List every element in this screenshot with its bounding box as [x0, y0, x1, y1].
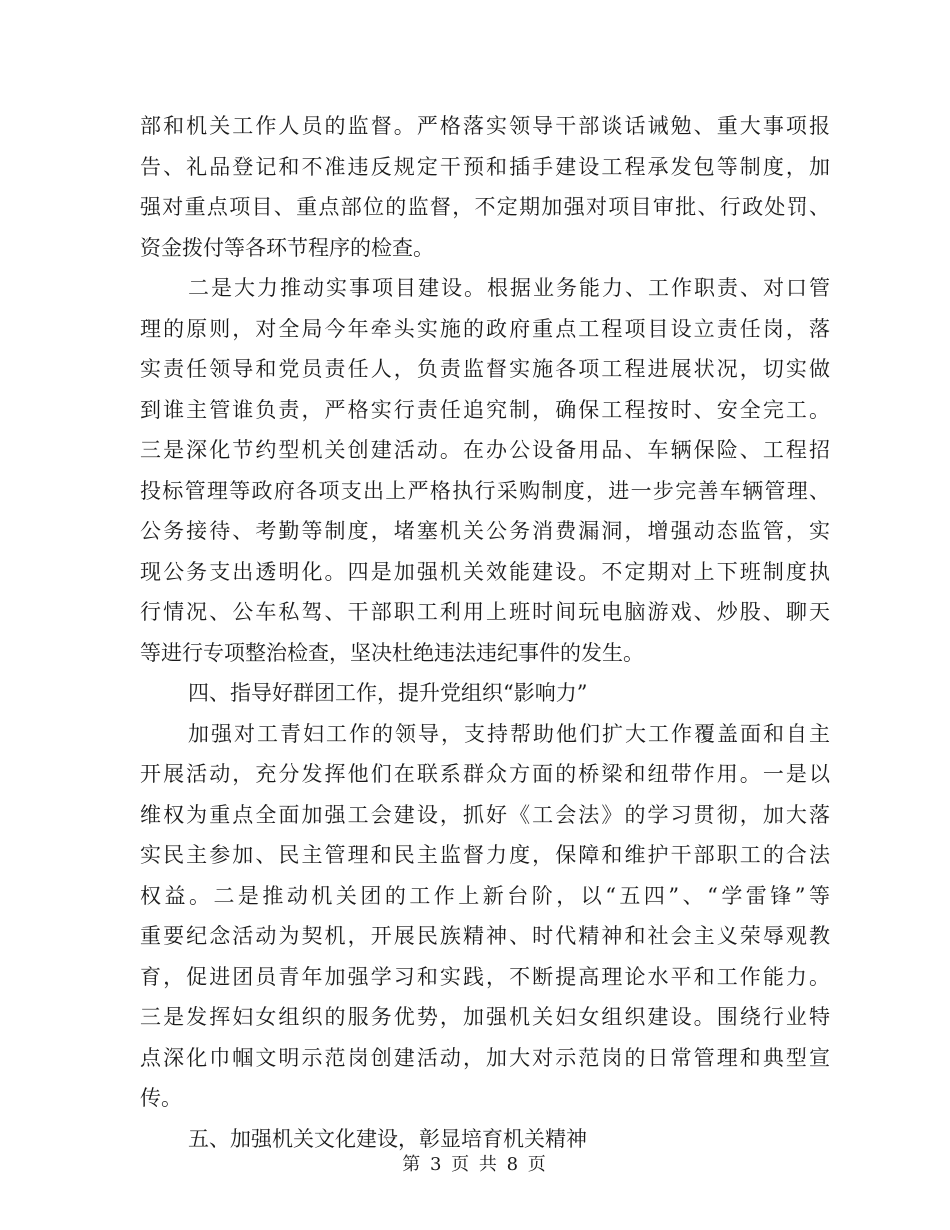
text-line: 理的原则，对全局今年牵头实施的政府重点工程项目设立责任岗，落 [140, 316, 830, 341]
text-line: 三是发挥妇女组织的服务优势，加强机关妇女组织建设。围绕行业特 [140, 1005, 830, 1029]
text-line: 到谁主管谁负责，严格实行责任追究制，确保工程按时、安全完工。 [140, 397, 830, 422]
text-line: 投标管理等政府各项支出上严格执行采购制度，进一步完善车辆管理、 [140, 478, 830, 503]
text-line: 告、礼品登记和不准违反规定干预和插手建设工程承发包等制度，加 [140, 154, 830, 179]
text-line: 传。 [140, 1086, 182, 1110]
text-line: 开展活动，充分发挥他们在联系群众方面的桥梁和纽带作用。一是以 [140, 762, 830, 786]
document-body [140, 106, 830, 1159]
text-line: 权益。二是推动机关团的工作上新台阶，以“五四”、“学雷锋”等 [140, 883, 830, 908]
text-line: 加强对工青妇工作的领导，支持帮助他们扩大工作覆盖面和自主 [188, 721, 830, 746]
text-line: 五、加强机关文化建设，彰显培育机关精神 [188, 1126, 587, 1151]
text-line: 点深化巾帼文明示范岗创建活动，加大对示范岗的日常管理和典型宣 [140, 1045, 830, 1070]
text-line: 等进行专项整治检查，坚决杜绝违法违纪事件的发生。 [140, 640, 644, 665]
text-line: 二是大力推动实事项目建设。根据业务能力、工作职责、对口管 [188, 276, 830, 300]
text-line: 现公务支出透明化。四是加强机关效能建设。不定期对上下班制度执 [140, 559, 830, 584]
text-line: 实民主参加、民主管理和民主监督力度，保障和维护干部职工的合法 [140, 843, 830, 867]
text-line: 公务接待、考勤等制度，堵塞机关公务消费漏洞，增强动态监管，实 [140, 519, 830, 543]
text-line: 三是深化节约型机关创建活动。在办公设备用品、车辆保险、工程招 [140, 438, 830, 462]
text-line: 维权为重点全面加强工会建设，抓好《工会法》的学习贯彻，加大落 [140, 802, 830, 827]
text-line: 育，促进团员青年加强学习和实践，不断提高理论水平和工作能力。 [140, 964, 830, 989]
text-line: 资金拨付等各环节程序的检查。 [140, 235, 434, 260]
text-line: 重要纪念活动为契机，开展民族精神、时代精神和社会主义荣辱观教 [140, 924, 830, 948]
text-line: 实责任领导和党员责任人，负责监督实施各项工程进展状况，切实做 [140, 357, 830, 381]
text-line: 强对重点项目、重点部位的监督，不定期加强对项目审批、行政处罚、 [140, 195, 830, 219]
text-line: 四、指导好群团工作，提升党组织“影响力” [188, 681, 588, 705]
text-line: 行情况、公车私驾、干部职工利用上班时间玩电脑游戏、炒股、聊天 [140, 600, 830, 624]
text-line: 部和机关工作人员的监督。严格落实领导干部谈话诫勉、重大事项报 [140, 114, 830, 138]
page-footer: 第 3 页 共 8 页 [402, 1154, 548, 1175]
